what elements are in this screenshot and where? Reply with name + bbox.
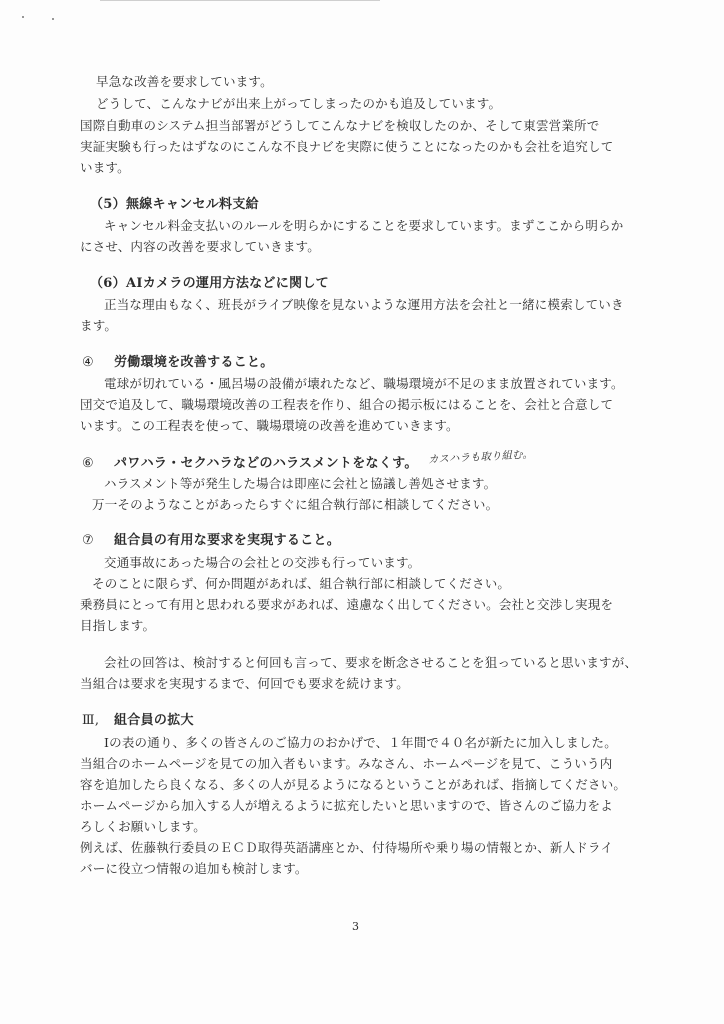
section-iii-line: 当組合のホームページを見ての加入者もいます。みなさん、ホームページを見て、こういう内 [80,756,613,771]
section-circled-4-line: います。この工程表を使って、職場環境の改善を進めていきます。 [80,418,459,433]
section-iii-line: ホームページから加入する人が増えるように拡充したいと思いますので、皆さんのご協力をよ [80,798,613,813]
section-iii-line: 容を追加したら良くなる、多くの人が見るようになるということがあれば、指摘してください。 [80,777,627,792]
intro-line: 実証実験も行ったはずなのにこんな不良ナビを実際に使うことになったのかも会社を追究して [80,139,614,154]
section-circled-6-title: パワハラ・セクハラなどのハラスメントをなくす。 [114,456,418,471]
section-circled-4-line: 電球が切れている・風呂場の設備が壊れたなど、職場環境が不足のまま放置されています。 [104,376,624,391]
section-5-line: キャンセル料金支払いのルールを明らかにすることを要求しています。まずここから明らか [104,218,624,233]
section-5-heading: （5）無線キャンセル料支給 [90,197,259,212]
section-circled-6-line: ハラスメント等が発生した場合は即座に会社と協議し善処させます。 [104,476,497,491]
section-iii-line: Ⅰの表の通り、多くの皆さんのご協力のおかげで、１年間で４０名が新たに加入しました。 [104,735,617,750]
roman-iii-marker: Ⅲ, [82,713,100,728]
intro-line: どうして、こんなナビが出来上がってしまったのかも追及しています。 [96,96,502,111]
section-circled-7-line: そのことに限らず、何か問題があれば、組合執行部に相談してください。 [92,576,511,591]
intro-line: 早急な改善を要求しています。 [96,74,273,89]
section-iii-line: ろしくお願いします。 [80,819,207,834]
closing-line: 当組合は要求を実現するまで、何回でも要求を続けます。 [80,676,409,691]
scan-speck [22,16,24,18]
handwritten-note: カスハラも取り組む。 [427,448,534,466]
section-circled-4-line: 団交で追及して、職場環境改善の工程表を作り、組合の掲示板にはることを、会社と合意して [80,397,614,412]
section-6-line: ます。 [80,318,118,333]
scan-edge-line [100,0,380,1]
section-circled-6-heading [82,456,418,472]
page-number: 3 [352,920,359,933]
section-circled-7-title: 組合員の有用な要求を実現すること。 [114,533,341,548]
section-6-line: 正当な理由もなく、班長がライブ映像を見ないような運用方法を会社と一緒に模索していき [104,297,624,312]
section-5-line: にさせ、内容の改善を要求していきます。 [80,239,320,254]
circled-4-marker: ④ [82,355,94,370]
section-iii-heading [82,713,194,729]
section-6-heading: （6）AIカメラの運用方法などに関して [90,276,329,291]
section-circled-4-title: 労働環境を改善すること。 [114,355,274,370]
section-circled-4-heading [82,355,274,371]
section-circled-7-heading [82,533,340,549]
circled-7-marker: ⑦ [82,533,94,548]
intro-line: います。 [80,160,130,175]
section-iii-line: バーに役立つ情報の追加も検討します。 [80,861,308,876]
section-iii-title: 組合員の拡大 [114,713,194,728]
closing-line: 会社の回答は、検討すると何回も言って、要求を断念させることを狙っていると思いますが、 [104,655,638,670]
section-circled-7-line: 乗務員にとって有用と思われる要求があれば、遠慮なく出してください。会社と交渉し実現を [80,597,614,612]
section-circled-6-line: 万一そのようなことがあったらすぐに組合執行部に相談してください。 [92,497,499,512]
section-iii-line: 例えば、佐藤執行委員のＥＣＤ取得英語講座とか、付待場所や乗り場の情報とか、新人ドライ [80,840,614,855]
section-circled-7-line: 目指します。 [80,618,156,633]
circled-6-marker: ⑥ [82,456,94,471]
section-circled-7-line: 交通事故にあった場合の会社との交渉も行っています。 [104,555,421,570]
intro-line: 国際自動車のシステム担当部署がどうしてこんなナビを検収したのか、そして東雲営業所で [80,118,600,133]
scan-speck [52,18,54,20]
